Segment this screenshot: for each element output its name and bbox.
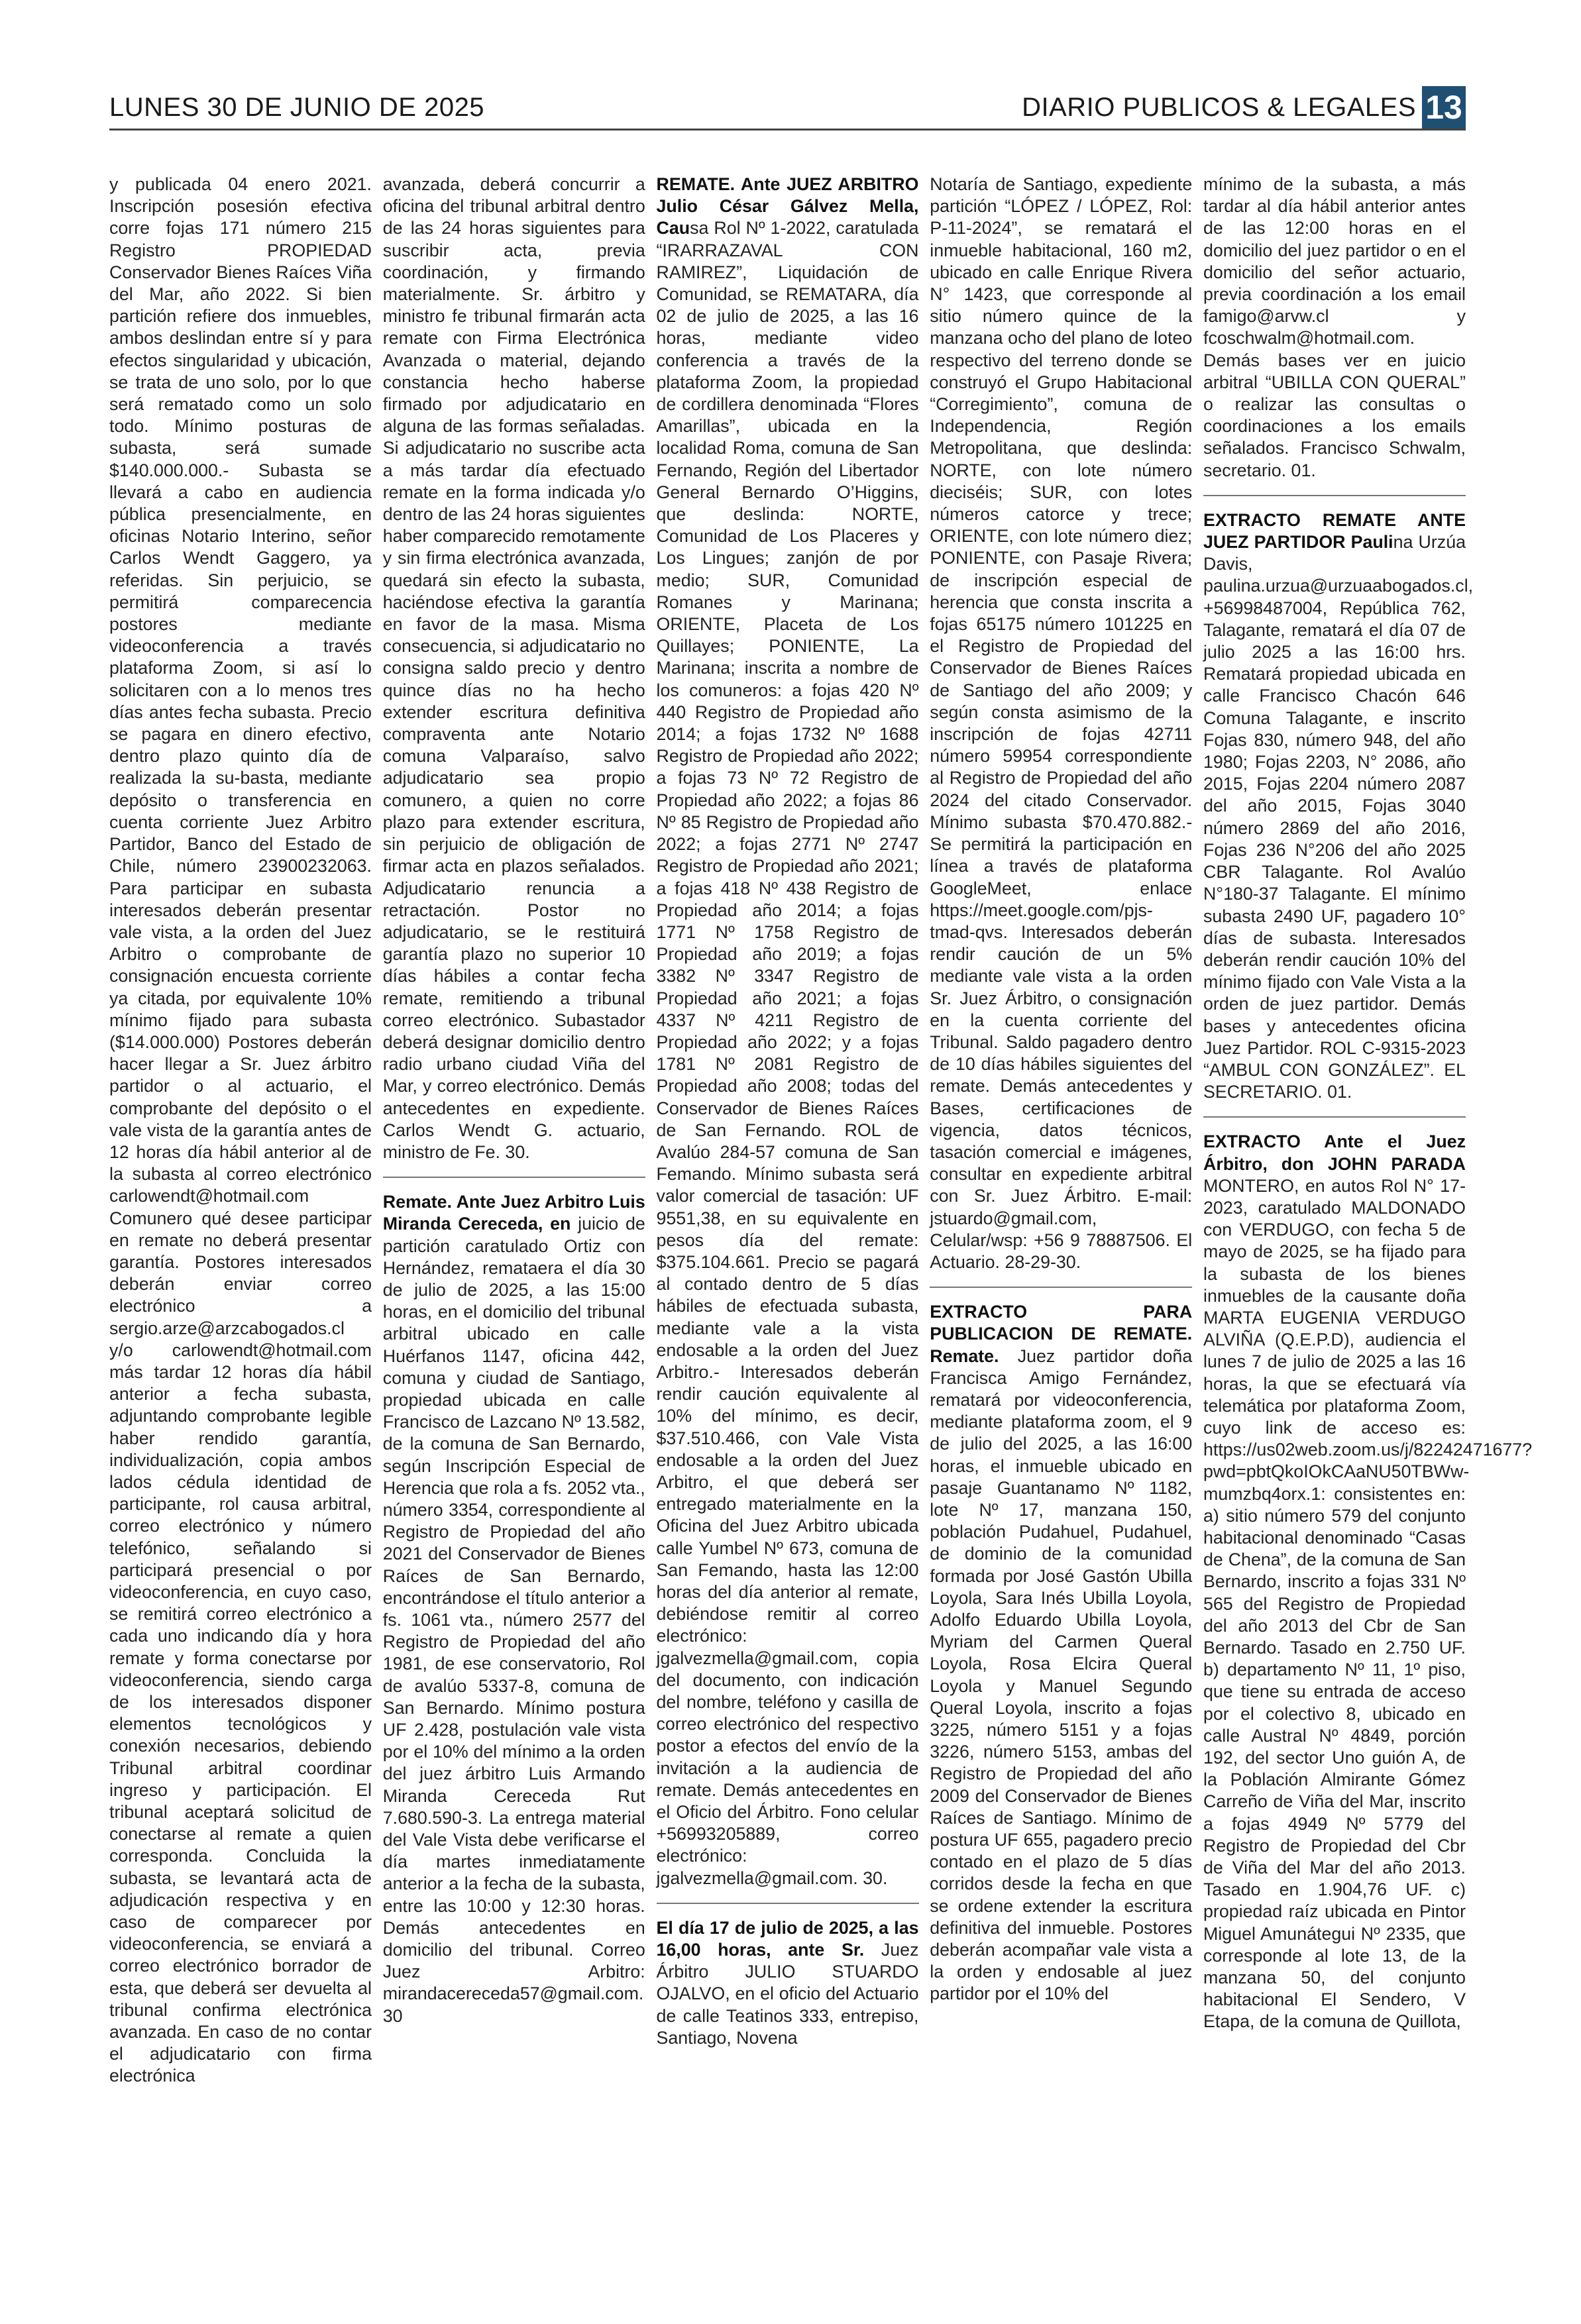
column-3 [657,174,919,2267]
notice-body: MONTERO, en autos Rol N° 17-2023, caratulado MALDONADO con VERDUGO, con fecha 5 de mayo de 2025, se ha fijado para la subasta de los bienes inmuebles de la causante doña MARTA EUGENIA VERDUGO ALVIÑA (Q.E.P.D), audiencia el lunes 7 de julio de 2025 a las 16 horas, la que se efectuará vía telemática por plataforma Zoom, cuyo link de acceso es: https://us02web.zoom.us/j/82242471677?pwd=pbtQkoIOkCAaNU50TBWw-mumzbq4orx.1: consistentes en: a) sitio número 579 del conjunto habitacional denominado “Casas de Chena”, de la comuna de San Bernardo, inscrito a fojas 331 Nº 565 del Registro de Propiedad del año 2013 del Cbr de San Bernardo. Tasado en 2.750 UF. b) departamento Nº 11, 1º piso, que tiene su entrada de acceso por el colectivo 8, ubicado en calle Austral Nº 4849, porción 192, del sector Uno guión A, de la Población Almirante Gómez Carreño de Viña del Mar, inscrito a fojas 4949 Nº 5779 del Registro de Propiedad del Cbr de Viña del Mar del año 2013. Tasado en 1.904,76 UF. c) propiedad raíz ubicada en Pintor Miguel Amunátegui Nº 2335, que corresponde al lote 13, de la manzana 50, del conjunto habitacional El Sendero, V Etapa, de la comuna de Quillota, [1203,1175,1533,2032]
notice-separator [1203,1116,1466,1118]
header-rule [109,129,1466,131]
notice-body: sa Rol Nº 1-2022, caratulada “IRARRAZAVAL CON RAMIREZ”, Liquidación de Comunidad, se REMATARA, día 02 de julio de 2025, a las 16 horas, mediante video conferencia a través de la plataforma Zoom, la propiedad de cordillera denominada “Flores Amarillas”, ubicada en la localidad Roma, comuna de San Fernando, Región del Libertador General Bernardo O’Higgins, que deslinda: NORTE, Comunidad de Los Placeres y Los Lingues; zanjón de por medio; SUR, Comunidad Romanes y Marinana; ORIENTE, Placeta de Los Quillayes; PONIENTE, La Marinana; inscrita a nombre de los comuneros: a fojas 420 Nº 440 Registro de Propiedad año 2014; a fojas 1732 Nº 1688 Registro de Propiedad año 2022; a fojas 73 Nº 72 Registro de Propiedad año 2022; a fojas 86 Nº 85 Registro de Propiedad año 2022; a fojas 2771 Nº 2747 Registro de Propiedad año 2021; a fojas 418 Nº 438 Registro de Propiedad año 2014; a fojas 1771 Nº 1758 Registro de Propiedad año 2019; a fojas 3382 Nº 3347 Registro de Propiedad año 2021; a fojas 4337 Nº 4211 Registro de Propiedad año 2022; y a fojas 1781 Nº 2081 Registro de Propiedad año 2008; todas del Conservador de Bienes Raíces de San Fernando. ROL de Avalúo 284-57 comuna de San Femando. Mínimo subasta será valor comercial de tasación: UF 9551,38, en su equivalente en pesos día del remate: $375.104.661. Precio se pagará al contado dentro de 5 días hábiles de efectuada subasta, mediante vale a la vista endosable a la orden del Juez Arbitro.- Interesados deberán rendir caución equivalente al 10% del mínimo, es decir, $37.510.466, con Vale Vista endosable a la orden del Juez Arbitro, el que deberá ser entregado materialmente en la Oficina del Juez Arbitro ubicada calle Yumbel Nº 673, comuna de San Femando, hasta las 12:00 horas del día anterior al remate, debiéndose remitir al correo electrónico: jgalvezmella@gmail.com, copia del documento, con indicación del nombre, teléfono y casilla de correo electrónico del respectivo postor a efectos del envío de la invitación a la audiencia de remate. Demás antecedentes en el Oficio del Árbitro. Fono celular +56993205889, correo electrónico: jgalvezmella@gmail.com. 30. [656,218,919,1888]
notice-lead: Remate. Ante Juez Arbitro Luis Miranda Cereceda, en [382,1192,645,1234]
column-5 [1203,174,1533,2267]
page-number-badge: 13 [1422,86,1466,129]
notice-separator [657,1903,919,1904]
notice-body: Juez Árbitro JULIO STUARDO OJALVO, en el oficio del Actuario de calle Teatinos 333, entrepiso, Santiago, Novena [656,1940,919,2048]
notice-lead: EXTRACTO REMATE ANTE JUEZ PARTIDOR Pauli [1203,509,1466,553]
notice-body: mínimo de la subasta, a más tardar al día hábil anterior antes de las 12:00 horas en el domicilio del juez partidor o en el domicilio del señor actuario, previa coordinación a los email famigo@arvw.cl y fcoschwalm@hotmail.com. Demás bases ver en juicio arbitral “UBILLA CON QUERAL” o realizar las consultas o coordinaciones a los emails señalados. Francisco Schwalm, secretario. 01. [1203,174,1466,480]
notice [930,174,1192,1273]
notice [930,1301,1192,2005]
notice [383,1191,645,2027]
notice-lead: EXTRACTO Ante el Juez Árbitro, don JOHN PARADA [1203,1132,1466,1174]
column-2 [383,174,645,2267]
notice-separator [1203,495,1466,496]
notice [1203,509,1474,1103]
notice-lead: EXTRACTO PARA PUBLICACION DE REMATE. Remate. [930,1302,1193,1366]
page-header [109,86,1466,129]
notice-body: na Urzúa Davis, paulina.urzua@urzuaabogados.cl, +56998487004, República 762, Talagante, rematará el día 07 de julio 2025 a las 16:00 hrs. Rematará propiedad ubicada en calle Francisco Chacón 646 Comuna Talagante, e inscrito Fojas 830, número 948, del año 1980; Fojas 2203, N° 2086, año 2015, Fojas 2204 número 2087 del año 2015, Fojas 3040 número 2869 del año 2016, Fojas 236 N°206 del año 2025 CBR Talagante. Rol Avalúo N°180-37 Talagante. El mínimo subasta 2490 UF, pagadero 10° días de subasta. Interesados deberán rendir caución 10% del mínimo fijado con Vale Vista a la orden de juez partidor. Demás bases y antecedentes oficina Juez Partidor. ROL C-9315-2023 “AMBUL CON GONZÁLEZ”. EL SECRETARIO. 01. [1203,532,1474,1102]
notice-body: Notaría de Santiago, expediente partición “LÓPEZ / LÓPEZ, Rol: P-11-2024”, se rematará el inmueble habitacional, 160 m2, ubicado en calle Enrique Rivera N° 1423, que corresponde al sitio número quince de la manzana ocho del plano de loteo respectivo del terreno donde se construyó el Grupo Habitacional “Corregimiento”, comuna de Independencia, Región Metropolitana, que deslinda: NORTE, con lote número dieciséis; SUR, con lotes números catorce y trece; ORIENTE, con lote número diez; PONIENTE, con Pasaje Rivera; de inscripción especial de herencia que consta inscrita a fojas 65175 número 101225 en el Registro de Propiedad del Conservador de Bienes Raíces de Santiago del año 2009; y según consta asimismo de la inscripción de fojas 42711 número 59954 correspondiente al Registro de Propiedad del año 2024 del citado Conservador. Mínimo subasta $70.470.882.- Se permitirá la participación en línea a través de plataforma GoogleMeet, enlace https://meet.google.com/pjs-tmad-qvs. Interesados deberán rendir caución de un 5% mediante vale vista a la orden Sr. Juez Árbitro, o consignación en la cuenta corriente del Tribunal. Saldo pagadero dentro de 10 días hábiles siguientes del remate. Demás antecedentes y Bases, certificaciones de vigencia, datos técnicos, tasación comercial e imágenes, consultar en expediente arbitral con Sr. Juez Árbitro. E-mail: jstuardo@gmail.com, Celular/wsp: +56 9 78887506. El Actuario. 28-29-30. [930,174,1193,1272]
column-1 [109,174,372,2267]
notice-lead: El día 17 de julio de 2025, a las 16,00 horas, ante Sr. [656,1917,919,1960]
publication-name: DIARIO PUBLICOS & LEGALES [1022,93,1416,122]
notice [109,174,372,2087]
columns [109,174,1533,2267]
notice-body: Juez partidor doña Francisca Amigo Fernández, rematará por videoconferencia, mediante plataforma zoom, el 9 de julio del 2025, a las 16:00 horas, el inmueble ubicado en pasaje Guantanamo Nº 1182, lote Nº 17, manzana 150, población Pudahuel, Pudahuel, de dominio de la comunidad formada por José Gastón Ubilla Loyola, Sara Inés Ubilla Loyola, Adolfo Eduardo Ubilla Loyola, Myriam del Carmen Queral Loyola, Rosa Elcira Queral Loyola y Manuel Segundo Queral Loyola, inscrito a fojas 3225, número 5151 y a fojas 3226, número 5153, ambas del Registro de Propiedad del año 2009 del Conservador de Bienes Raíces de Santiago. Mínimo de postura UF 655, pagadero precio contado en el plazo de 5 días corridos desde la fecha en que se ordene extender la escritura definitiva del inmueble. Postores deberán acompañar vale vista a la orden y endosable al juez partidor por el 10% del [930,1346,1193,2004]
column-4 [930,174,1192,2267]
notice [1203,1131,1533,2033]
notice [657,174,919,1889]
notice [657,1917,919,2049]
notice-body: juicio de partición caratulado Ortiz con Hernández, remataera el día 30 de julio de 2025, a las 15:00 horas, en el domicilio del tribunal arbitral ubicado en calle Huérfanos 1147, oficina 442, comuna y ciudad de Santiago, propiedad ubicada en calle Francisco de Lazcano Nº 13.582, de la comuna de San Bernardo, según Inscripción Especial de Herencia que rola a fs. 2052 vta., número 3354, correspondiente al Registro de Propiedad del año 2021 del Conservador de Bienes Raíces de San Bernardo, encontrándose el título anterior a fs. 1061 vta., número 2577 del Registro de Propiedad del año 1981, de ese conservatorio, Rol de avalúo 5337-8, comuna de San Bernardo. Mínimo postura UF 2.428, postulación vale vista por el 10% del mínimo a la orden del juez árbitro Luis Armando Miranda Cereceda Rut 7.680.590-3. La entrega material del Vale Vista debe verificarse el día martes inmediatamente anterior a la fecha de la subasta, entre las 10:00 y 12:30 horas. Demás antecedentes en domicilio del tribunal. Correo Juez Arbitro: mirandacereceda57@gmail.com. 30 [382,1214,645,2026]
notice-separator [383,1177,645,1178]
notice [1203,174,1466,482]
notice-body: y publicada 04 enero 2021. Inscripción posesión efectiva corre fojas 171 número 215 Registro PROPIEDAD Conservador Bienes Raíces Viña del Mar, año 2022. Si bien partición refiere dos inmuebles, ambos deslindan entre sí y para efectos singularidad y ubicación, se trata de uno solo, por lo que será rematado como un solo todo. Mínimo posturas de subasta, será sumade $140.000.000.- Subasta se llevará a cabo en audiencia pública presencialmente, en oficinas Notario Interino, señor Carlos Wendt Gaggero, ya referidas. Sin perjuicio, se permitirá comparecencia postores mediante videoconferencia a través plataforma Zoom, si así lo solicitaren con a lo menos tres días antes fecha subasta. Precio se pagara en dinero efectivo, dentro plazo quinto día de realizada la su-basta, mediante depósito o transferencia en cuenta corriente Juez Arbitro Partidor, Banco del Estado de Chile, número 23900232063. Para participar en subasta interesados deberán presentar vale vista, a la orden del Juez Arbitro o comprobante de consignación encuesta corriente ya citada, por equivalente 10% mínimo fijado para subasta ($14.000.000) Postores deberán hacer llegar a Sr. Juez árbitro partidor o al actuario, el comprobante del depósito o el vale vista de la garantía antes de 12 horas día hábil anterior al de la subasta al correo electrónico carlowendt@hotmail.com Comunero qué desee participar en remate no deberá presentar garantía. Postores interesados deberán enviar correo electrónico a sergio.arze@arzcabogados.cl y/o carlowendt@hotmail.com más tardar 12 horas día hábil anterior a fecha subasta, adjuntando comprobante legible haber rendido garantía, individualización, copia ambos lados cédula identidad de participante, rol causa arbitral, correo electrónico y número telefónico, señalando si participará presencial o por videoconferencia, en cuyo caso, se remitirá correo electrónico a cada uno indicando día y hora remate y forma conectarse por videoconferencia, siendo carga de los interesados disponer elementos tecnológicos y conexión necesarios, debiendo Tribunal arbitral coordinar ingreso y participación. El tribunal aceptará solicitud de conectarse al remate a quien corresponda. Concluida la subasta, se levantará acta de adjudicación respectiva y en caso de comparecer por videoconferencia, se enviará a correo electrónico borrador de esta, que deberá ser devuelta al tribunal confirma electrónica avanzada. En caso de no contar el adjudicatario con firma electrónica [109,174,372,2086]
issue-date: LUNES 30 DE JUNIO DE 2025 [109,93,485,122]
notice [383,174,645,1163]
notice-separator [930,1287,1192,1288]
notice-body: avanzada, deberá concurrir a oficina del tribunal arbitral dentro de las 24 horas siguientes para suscribir acta, previa coordinación, y firmando materialmente. Sr. árbitro y ministro fe tribunal firmarán acta remate con Firma Electrónica Avanzada o material, dejando constancia hecho haberse firmado por adjudicatario en alguna de las formas señaladas. Si adjudicatario no suscribe acta a más tardar día efectuado remate en la forma indicada y/o dentro de las 24 horas siguientes haber comparecido remotamente y sin firma electrónica avanzada, quedará sin efecto la subasta, haciéndose efectiva la garantía en favor de la masa. Misma consecuencia, si adjudicatario no consigna saldo precio y dentro quince días no ha hecho extender escritura definitiva compraventa ante Notario comuna Valparaíso, salvo adjudicatario sea propio comunero, a quien no corre plazo para extender escritura, sin perjuicio de obligación de firmar acta en plazos señalados. Adjudicatario renuncia a retractación. Postor no adjudicatario, se le restituirá garantía plazo no superior 10 días hábiles a contar fecha remate, remitiendo a tribunal correo electrónico. Subastador deberá designar domicilio dentro radio urbano ciudad Viña del Mar, y correo electrónico. Demás antecedentes en expediente. Carlos Wendt G. actuario, ministro de Fe. 30. [382,174,645,1162]
notice-lead: REMATE. Ante JUEZ ARBITRO Julio César Gálvez Mella, Cau [656,174,919,238]
